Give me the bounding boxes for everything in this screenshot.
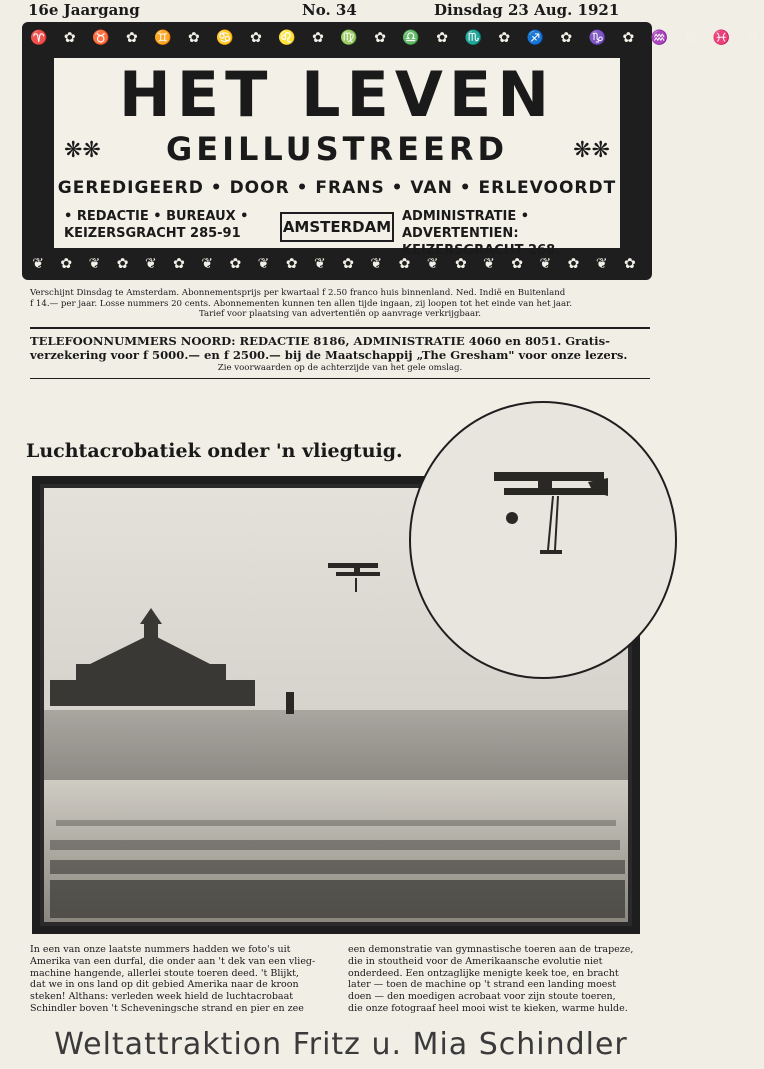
caption-line: dat we in ons land op dit gebied Amerika naar de kroon	[30, 979, 299, 991]
city-box: AMSTERDAM	[280, 212, 394, 242]
editorial-office-label: • REDACTIE • BUREAUX •	[64, 209, 249, 224]
conditions-note: Zie voorwaarden op de achterzijde van het gele omslag.	[217, 363, 463, 373]
masthead	[22, 22, 764, 280]
ornament-bottom: ❦ ✿ ❦ ✿ ❦ ✿ ❦ ✿ ❦ ✿ ❦ ✿ ❦ ✿ ❦ ✿ ❦ ✿ ❦ ✿ ❦ ✿	[32, 256, 642, 272]
phone-numbers	[30, 334, 650, 362]
caption-line: doen — den moedigen acrobaat voor zijn stoute toeren,	[348, 991, 616, 1003]
acrobat-photo	[408, 400, 678, 680]
caption-line: Amerika van een durfal, die onder aan 't dek van een vlieg-	[30, 955, 316, 967]
issue-header	[0, 0, 682, 22]
flourish-icon: ❋❋	[573, 138, 610, 163]
caption-left	[30, 944, 330, 1015]
editor-line: GEREDIGEERD • DOOR • FRANS • VAN • ERLEVOORDT	[57, 178, 617, 198]
caption-line: onderdeed. Een ontzaglijke menigte keek toe, en bracht	[348, 967, 619, 979]
flourish-icon: ❋❋	[64, 138, 101, 163]
masthead-panel	[52, 56, 622, 258]
caption-line: Schindler boven 't Scheveningsche strand en pier en zee	[30, 1002, 304, 1014]
administration-office-address: KEIZERSGRACHT 268.	[402, 243, 561, 258]
bottom-banner: Weltattraktion Fritz u. Mia Schindler	[54, 1027, 628, 1062]
publication-title: HET LEVEN	[118, 58, 556, 131]
subscription-line: f 14.— per jaar. Losse nummers 20 cents. Abonnementen kunnen ten allen tijde ingaan, zij loopen tot het einde van het jaar.	[30, 298, 573, 309]
caption-line: een demonstratie van gymnastische toeren aan de trapeze,	[348, 944, 634, 955]
volume-label: 16e Jaargang	[28, 1, 140, 19]
phone-line: TELEFOONNUMMERS NOORD: REDACTIE 8186, ADMINISTRATIE 4060 en 8051. Gratis-	[30, 334, 610, 348]
issue-date: Dinsdag 23 Aug. 1921	[434, 1, 620, 19]
caption-line: machine hangende, allerlei stoute toeren deed. 't Blijkt,	[30, 967, 299, 979]
caption-line: In een van onze laatste nummers hadden we foto's uit	[30, 944, 291, 955]
subscription-line: Verschijnt Dinsdag te Amsterdam. Abonnementsprijs per kwartaal f 2.50 franco huis binnenland. Ned. Indië en Buitenland	[30, 288, 566, 298]
administration-office-label: ADMINISTRATIE • ADVERTENTIEN:	[402, 209, 530, 241]
caption-right	[348, 944, 648, 1015]
divider	[30, 378, 650, 379]
divider	[30, 327, 650, 329]
caption-line: die onze fotograaf heel mooi wist te kieken, warme hulde.	[348, 1002, 628, 1014]
zodiac-ornament-top: ♈ ✿ ♉ ✿ ♊ ✿ ♋ ✿ ♌ ✿ ♍ ✿ ♎ ✿ ♏ ✿ ♐ ✿ ♑ ✿ ♒ ✿ ♓ ✿	[30, 30, 764, 46]
caption-line: later — toen de machine op 't strand een landing moest	[348, 979, 617, 991]
phone-line: verzekering voor f 5000.— en f 2500.— bij de Maatschappij „The Gresham" voor onze lezers.	[30, 348, 628, 362]
subscription-line: Tarief voor plaatsing van advertentiën op aanvrage verkrijgbaar.	[198, 309, 482, 319]
caption-line: die in stoutheid voor de Amerikaansche evolutie niet	[348, 955, 603, 967]
subscription-info	[30, 288, 650, 320]
inset-photo	[408, 400, 678, 680]
editorial-office	[64, 208, 249, 242]
administration-office	[402, 208, 620, 259]
issue-number: No. 34	[302, 1, 357, 19]
publication-subtitle: GEILLUSTREERD	[165, 130, 509, 168]
editorial-office-address: KEIZERSGRACHT 285-91	[64, 226, 241, 241]
article-headline: Luchtacrobatiek onder 'n vliegtuig.	[26, 440, 403, 462]
caption-line: steken! Althans: verleden week hield de luchtacrobaat	[30, 991, 294, 1003]
